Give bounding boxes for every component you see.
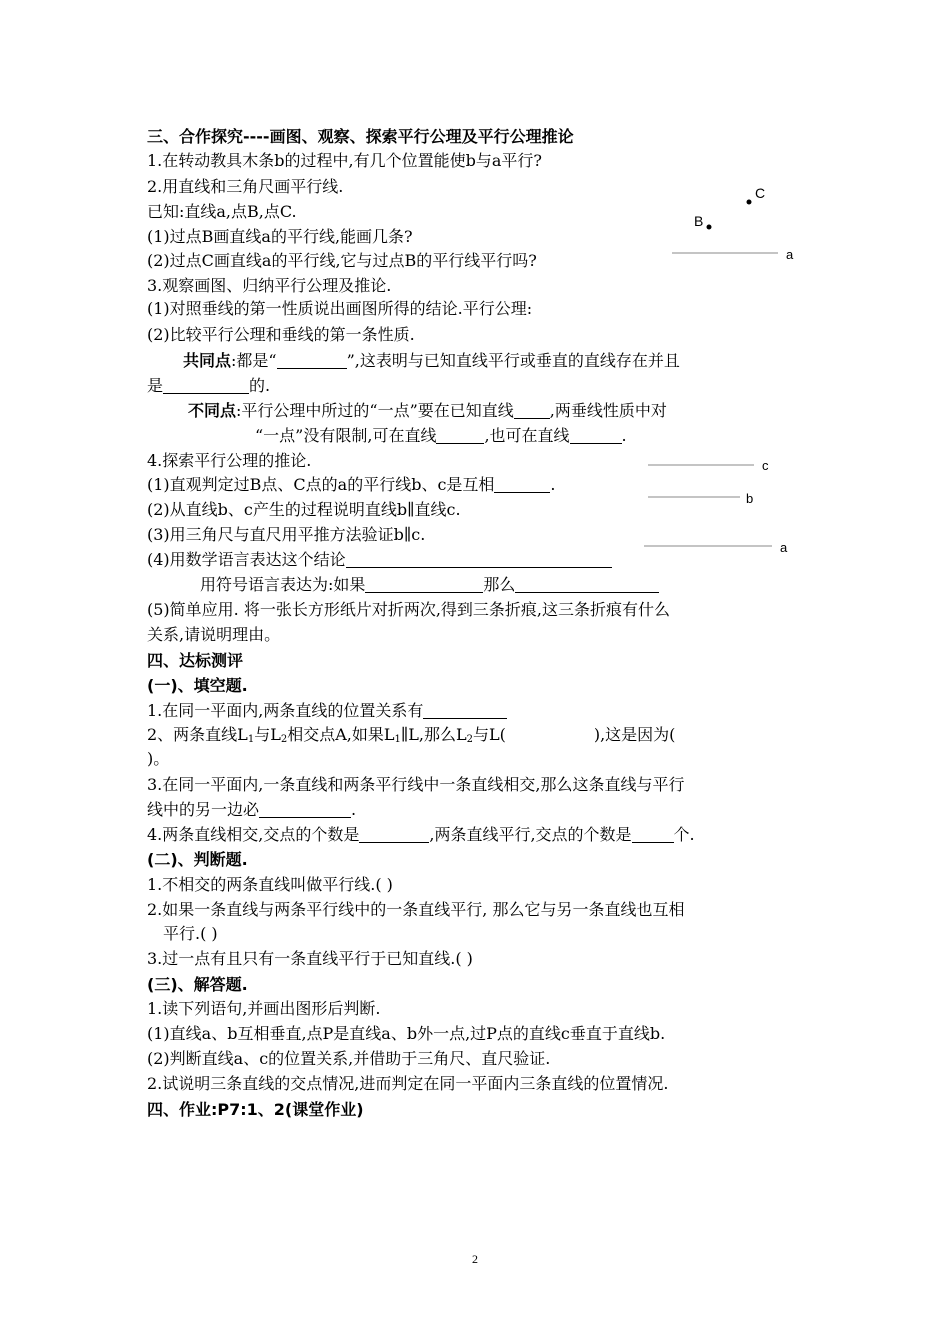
text: 与L xyxy=(254,725,281,744)
line-a-label: a xyxy=(780,540,788,555)
question-line: 4.探索平行公理的推论. xyxy=(147,451,312,470)
text: 个. xyxy=(673,825,695,844)
line-c-label: c xyxy=(762,458,769,473)
homework-heading: 四、作业:P7:1、2(课堂作业) xyxy=(147,1100,364,1119)
common-point-label: 共同点 xyxy=(183,351,232,370)
text: :平行公理中所过的“一点”要在已知直线 xyxy=(236,401,514,420)
text: 线中的另一边必 xyxy=(147,800,260,819)
point-c-label: C xyxy=(755,185,766,201)
solve-question: (1)直线a、b互相垂直,点P是直线a、b外一点,过P点的直线c垂直于直线b. xyxy=(147,1024,666,1043)
text: ∥L,那么L xyxy=(400,725,467,744)
line-a-label: a xyxy=(786,247,794,262)
subscript: 2 xyxy=(466,734,473,745)
section-heading-4: 四、达标测评 xyxy=(147,651,244,670)
question-line: (2)过点C画直线a的平行线,它与过点B的平行线平行吗? xyxy=(147,251,537,270)
question-line: (3)用三角尺与直尺用平推方法验证b∥c. xyxy=(147,525,426,544)
text: 那么 xyxy=(483,575,516,594)
text: ,两垂线性质中对 xyxy=(549,401,667,420)
text: ”,这表明与已知直线平行或垂直的直线存在并且 xyxy=(346,351,680,370)
question-line: 2.用直线和三角尺画平行线. xyxy=(147,177,344,196)
text: 相交点A,如果L xyxy=(287,725,395,744)
subscript: 2 xyxy=(280,734,288,745)
text: ,也可在直线 xyxy=(484,426,570,445)
text: ),这是因为( xyxy=(593,725,676,744)
difference-label: 不同点 xyxy=(188,401,237,420)
text: 1.在同一平面内,两条直线的位置关系有 xyxy=(147,701,424,720)
solve-title: (三)、解答题. xyxy=(147,975,248,994)
text: . xyxy=(351,800,357,819)
subscript: 1 xyxy=(394,734,401,745)
line-b-label: b xyxy=(746,491,754,506)
subscript: 1 xyxy=(247,734,255,745)
section-heading-3: 三、合作探究----画图、观察、探索平行公理及平行公理推论 xyxy=(147,127,574,146)
solve-question: 1.读下列语句,并画出图形后判断. xyxy=(147,999,381,1018)
judge-question: 平行.( ) xyxy=(163,924,218,943)
text: 2、两条直线L xyxy=(147,725,248,744)
question-line: 3.观察画图、归纳平行公理及推论. xyxy=(147,276,392,295)
question-line: (1)过点B画直线a的平行线,能画几条? xyxy=(147,227,413,246)
fill-question: 3.在同一平面内,一条直线和两条平行线中一条直线相交,那么这条直线与平行 xyxy=(147,775,685,794)
question-line: 1.在转动教具木条b的过程中,有几个位置能使b与a平行? xyxy=(147,151,542,170)
question-line: (2)比较平行公理和垂线的第一条性质. xyxy=(147,325,415,344)
text: 与L( xyxy=(472,725,506,744)
fill-in-title: (一)、填空题. xyxy=(147,676,248,695)
text: “一点”没有限制,可在直线 xyxy=(255,426,437,445)
judge-question: 2.如果一条直线与两条平行线中的一条直线平行, 那么它与另一条直线也互相 xyxy=(147,900,685,919)
text: (1)直观判定过B点、C点的a的平行线b、c是互相 xyxy=(147,475,495,494)
question-line: (1)对照垂线的第一性质说出画图所得的结论.平行公理: xyxy=(147,299,533,318)
question-line: (2)从直线b、c产生的过程说明直线b∥直线c. xyxy=(147,500,461,519)
solve-question: (2)判断直线a、c的位置关系,并借助于三角尺、直尺验证. xyxy=(147,1049,551,1068)
point-b-label: B xyxy=(694,213,704,229)
solve-question: 2.试说明三条直线的交点情况,进而判定在同一平面内三条直线的位置情况. xyxy=(147,1074,669,1093)
fill-question: )。 xyxy=(147,749,170,768)
judge-title: (二)、判断题. xyxy=(147,850,248,869)
text: 的. xyxy=(249,376,271,395)
text: 4.两条直线相交,交点的个数是 xyxy=(147,825,360,844)
judge-question: 1.不相交的两条直线叫做平行线.( ) xyxy=(147,875,393,894)
judge-question: 3.过一点有且只有一条直线平行于已知直线.( ) xyxy=(147,949,473,968)
text: ,两条直线平行,交点的个数是 xyxy=(429,825,632,844)
text: . xyxy=(550,475,556,494)
question-line: (5)简单应用. 将一张长方形纸片对折两次,得到三条折痕,这三条折痕有什么 xyxy=(147,600,671,619)
text: 是 xyxy=(147,376,164,395)
given-line: 已知:直线a,点B,点C. xyxy=(147,202,297,221)
page-number: 2 xyxy=(472,1252,478,1266)
text: (4)用数学语言表达这个结论 xyxy=(147,550,346,569)
text: 用符号语言表达为:如果 xyxy=(200,575,366,594)
text: . xyxy=(621,426,627,445)
text: :都是“ xyxy=(231,351,277,370)
question-line: 关系,请说明理由。 xyxy=(147,625,281,644)
